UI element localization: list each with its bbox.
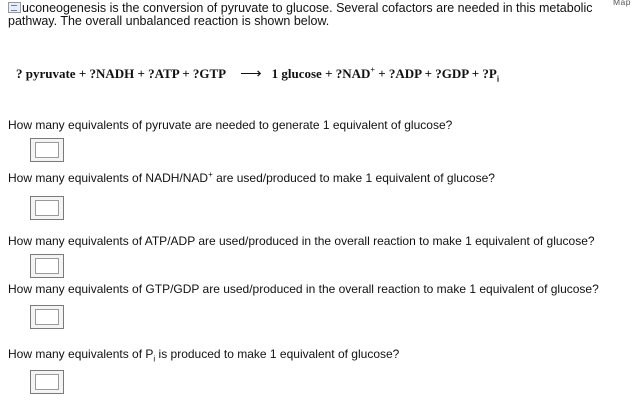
answer-atp-input[interactable] [30,254,64,278]
pi-subscript: i [496,74,500,84]
reaction-arrow: ⟶ [240,66,262,82]
reaction-product-rest: + ?ADP + ?GDP + ?P [374,66,497,81]
question-gtp: How many equivalents of GTP/GDP are used/produced in the overall reaction to make 1 equivalent of glucose? [8,282,599,296]
question-atp: How many equivalents of ATP/ADP are used/produced in the overall reaction to make 1 equivalent of glucose? [8,234,595,248]
intro-line-2: pathway. The overall unbalanced reaction is shown below. [8,14,330,28]
reaction-reactants: ? pyruvate + ?NADH + ?ATP + ?GTP [16,66,227,81]
answer-nadh-input[interactable] [30,196,64,220]
reaction-equation [16,64,499,84]
question-pi-text-before: How many equivalents of P [8,347,154,361]
answer-pyruvate-input[interactable] [30,138,64,162]
reaction-product-glucose: 1 glucose + ?NAD [271,66,371,81]
answer-gtp-input[interactable] [30,305,64,329]
question-nadh-superscript: + [208,170,213,179]
question-nadh [8,170,495,185]
question-nadh-text-before: How many equivalents of NADH/NAD [8,171,209,185]
question-pi-subscript: i [153,354,156,364]
question-pyruvate: How many equivalents of pyruvate are needed to generate 1 equivalent of glucose? [8,118,453,132]
answer-pi-input[interactable] [30,370,64,394]
glossary-icon[interactable] [8,2,21,13]
question-pi-text-after: is produced to make 1 equivalent of glucose? [155,347,400,361]
intro-line-1-text: uconeogenesis is the conversion of pyruvate to glucose. Several cofactors are needed in this metabolic [22,1,593,15]
question-pi [8,347,399,363]
question-nadh-text-after: are used/produced to make 1 equivalent of glucose? [212,171,495,185]
nad-charge: + [370,65,375,75]
intro-text [8,2,608,28]
map-link[interactable]: Map [612,0,631,7]
